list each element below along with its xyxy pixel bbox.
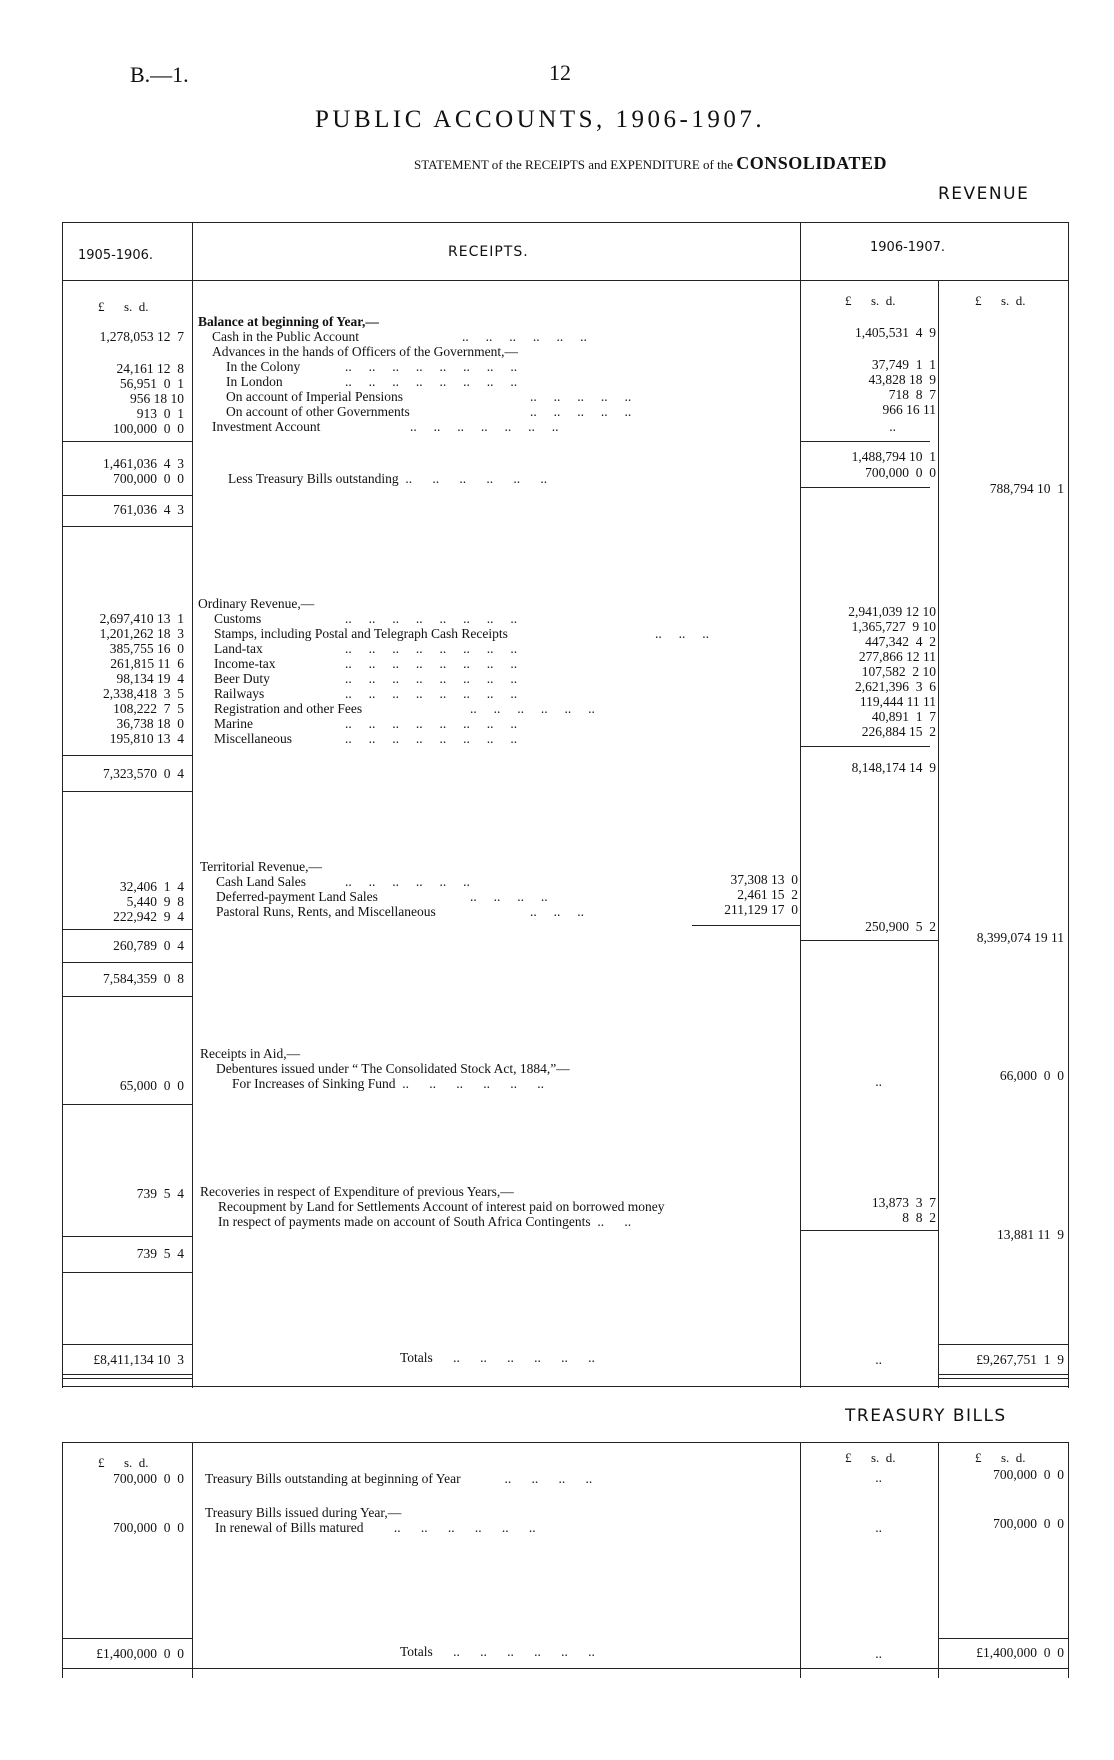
treasury-lsd-total: £ s. d. [975,1450,1026,1465]
list-item: Land-tax [214,641,263,656]
rule [800,1230,938,1231]
treasury-row1-prev: 700,000 0 0 [113,1471,184,1486]
balance-cur-0: 1,405,531 4 9 [855,325,936,340]
frame-right [1068,222,1069,1388]
recoveries-total-cur: 13,881 11 9 [997,1227,1064,1242]
balance-net-prev: 761,036 4 3 [113,502,184,517]
list-item: Income-tax [214,656,276,671]
rule [62,996,192,997]
table-cell: 1,201,262 18 3 [99,626,184,641]
totals-prev: £8,411,134 10 3 [93,1352,184,1367]
page-number: 12 [549,60,571,85]
leader-dots: .. .. .. .. [464,1471,593,1486]
treasury-row1-cur: 700,000 0 0 [993,1467,1064,1482]
less-treasury-text: Less Treasury Bills outstanding [228,471,399,486]
frame-col-cur [800,222,801,1388]
table-cell: 2,941,039 12 10 [848,604,936,619]
leader-dots: .. .. .. .. .. .. .. .. [345,731,518,746]
page-reference: B.—1. [130,62,189,87]
treasury-totals-mid: .. [875,1646,882,1661]
treasury-row2-heading: Treasury Bills issued during Year,— [205,1505,402,1520]
recoveries-heading: Recoveries in respect of Expenditure of previous Years,— [200,1184,514,1199]
territorial-total-cur: 250,900 5 2 [865,919,936,934]
balance-label: In London [226,374,283,389]
table-cell: 36,738 18 0 [116,716,184,731]
double-rule [938,1374,1068,1379]
leader-dots: .. .. .. .. .. [530,389,632,404]
leader-dots: .. .. [594,1214,632,1229]
recoveries-cur-1: 13,873 3 7 [871,1195,936,1210]
list-item: Registration and other Fees [214,701,363,716]
leader-dots: .. .. .. .. .. .. [402,471,548,486]
leader-dots: .. .. .. .. .. .. .. .. [345,611,518,626]
rule [800,441,930,442]
col-receipts: RECEIPTS. [448,244,529,260]
balance-prev-4: 956 18 10 [130,391,184,406]
territorial-prev-2: 222,942 9 4 [113,909,184,924]
treasury-row1-label [205,1471,592,1487]
recoveries-line1: Recoupment by Land for Settlements Account of interest paid on borrowed money [218,1199,665,1214]
territorial-inner-0: 37,308 13 0 [730,872,798,887]
leader-dots: .. .. .. .. .. .. .. .. [345,671,518,686]
leader-dots: .. .. .. .. .. .. [470,701,595,716]
rule [692,925,800,926]
rule [62,441,192,442]
list-item [226,404,410,420]
table-cell: 447,342 4 2 [865,634,936,649]
ordinary-heading: Ordinary Revenue,— [198,596,315,611]
lsd-total: £ s. d. [975,293,1026,308]
list-item: Miscellaneous [214,731,292,746]
treasury-row2-cur: 700,000 0 0 [993,1516,1064,1531]
table-cell: 119,444 11 11 [859,694,936,709]
rule [62,755,192,756]
list-item: Advances in the hands of Officers of the Government,— [212,344,519,359]
leader-dots: .. .. .. .. .. .. .. .. [345,686,518,701]
table-cell: 40,891 1 7 [871,709,936,724]
table-top-rule [62,222,1068,223]
territorial-prev-1: 5,440 9 8 [126,894,184,909]
table-cell: 226,884 15 2 [861,724,936,739]
rule [62,1236,192,1237]
balance-subtotal-prev: 1,461,036 4 3 [103,456,184,471]
table-cell: 277,866 12 11 [858,649,936,664]
statement-bold: CONSOLIDATED [736,153,887,173]
leader-dots: .. .. .. .. .. [530,404,632,419]
treasury-row2-text: In renewal of Bills matured [215,1520,364,1535]
header-bottom-rule [62,280,1068,281]
rule [62,495,192,496]
treasury-totals-cur: £1,400,000 0 0 [976,1645,1064,1660]
leader-dots: .. .. .. .. [470,889,548,904]
treasury-row2-label [215,1520,536,1536]
ordinary-total-prev: 7,323,570 0 4 [103,766,184,781]
lsd-cur: £ s. d. [845,293,896,308]
frame-left [62,222,63,1388]
aid-line2-text: For Increases of Sinking Fund [232,1076,396,1091]
treasury-row1-text: Treasury Bills outstanding at beginning of Year [205,1471,461,1486]
rule [62,1104,192,1105]
section-revenue: REVENUE [938,184,1030,204]
statement-prefix: STATEMENT of the RECEIPTS and EXPENDITURE of the [414,157,733,172]
statement-heading [414,153,887,174]
table-cell: 2,338,418 3 5 [103,686,184,701]
treasury-frame-total [938,1442,939,1678]
rule [938,1638,1068,1639]
totals-mid: .. [875,1352,882,1367]
treasury-row2-mid: .. [875,1520,882,1535]
totals-label [400,1350,595,1366]
treasury-row1-mid: .. [875,1470,882,1485]
leader-dots: .. .. .. .. .. .. .. .. [345,641,518,656]
rule [62,1272,192,1273]
territorial-heading: Territorial Revenue,— [200,859,323,874]
rule [938,1344,1068,1345]
treasury-bottom-rule [62,1668,1068,1669]
balance-prev-0: 1,278,053 12 7 [99,329,184,344]
lsd-prev: £ s. d. [98,299,149,314]
balance-cur-2: 37,749 1 1 [871,357,936,372]
balance-prev-5: 913 0 1 [136,406,184,421]
rule [800,487,930,488]
aid-line2 [232,1076,544,1092]
leader-dots: .. .. .. .. .. .. .. .. [345,716,518,731]
recoveries-total-prev: 739 5 4 [136,1246,184,1261]
balance-label: Cash in the Public Account [212,329,359,344]
list-item: Beer Duty [214,671,270,686]
list-item: Deferred-payment Land Sales [216,889,378,904]
leader-dots: .. .. .. .. .. .. [462,329,587,344]
leader-dots: .. .. .. .. .. .. [345,874,470,889]
balance-subtotal-cur: 1,488,794 10 1 [851,449,936,464]
rule [800,746,930,747]
col-curr-year: 1906-1907. [870,240,945,255]
rule [800,940,938,941]
leader-dots: .. .. .. .. .. .. .. .. [345,374,518,389]
list-item: Marine [214,716,253,731]
list-item: Stamps, including Postal and Telegraph Cash Receipts [214,626,508,641]
list-item: Pastoral Runs, Rents, and Miscellaneous [216,904,436,919]
leader-dots: .. .. .. .. .. .. [436,1350,595,1365]
territorial-inner-2: 211,129 17 0 [724,902,798,917]
leader-dots: .. .. .. .. .. .. .. [410,419,559,434]
list-item: Customs [214,611,262,626]
table-cell: 2,621,396 3 6 [855,679,936,694]
balance-prev-6: 100,000 0 0 [113,421,184,436]
treasury-lsd-cur: £ s. d. [845,1450,896,1465]
treasury-top-rule [62,1442,1068,1443]
recoveries-line2-text: In respect of payments made on account of South Africa Contingents [218,1214,591,1229]
balance-prev-3: 56,951 0 1 [119,376,184,391]
recoveries-line2 [218,1214,631,1230]
list-item [212,329,587,345]
balance-label: In the Colony [226,359,301,374]
table-bottom-rule [62,1386,1068,1387]
treasury-frame-cur [800,1442,801,1678]
balance-label: On account of other Governments [226,404,410,419]
treasury-totals-prev: £1,400,000 0 0 [96,1646,184,1661]
list-item: Railways [214,686,265,701]
territorial-inner-1: 2,461 15 2 [737,887,798,902]
leader-dots: .. .. .. .. .. .. .. .. [345,359,518,374]
balance-heading: Balance at beginning of Year,— [198,314,379,329]
aid-heading: Receipts in Aid,— [200,1046,301,1061]
rule [62,962,192,963]
territorial-total-prev: 260,789 0 4 [113,938,184,953]
aid-line1: Debentures issued under “ The Consolidated Stock Act, 1884,”— [216,1061,570,1076]
rule [62,791,192,792]
table-cell: 1,365,727 9 10 [851,619,936,634]
list-item [212,419,320,435]
ordinary-total-cur: 8,148,174 14 9 [851,760,936,775]
list-item [226,374,283,390]
table-cell: 98,134 19 4 [116,671,184,686]
balance-cur-4: 718 8 7 [888,387,936,402]
rule [62,929,192,930]
leader-dots: .. .. .. .. .. .. .. .. [345,656,518,671]
recoveries-cur-2: 8 8 2 [902,1210,936,1225]
less-treasury-label [228,471,547,487]
double-rule [62,1374,192,1379]
table-cell: 385,755 16 0 [109,641,184,656]
treasury-frame-left [62,1442,63,1678]
list-item: Cash Land Sales [216,874,306,889]
totals-label-text: Totals [400,1350,433,1365]
frame-col-prev [192,222,193,1388]
table-cell: 107,582 2 10 [861,664,936,679]
balance-cur-3: 43,828 18 9 [868,372,936,387]
leader-dots: .. .. .. [655,626,709,641]
leader-dots: .. .. .. .. .. .. [398,1076,544,1091]
balance-label: On account of Imperial Pensions [226,389,403,404]
aid-total-cur: 66,000 0 0 [999,1068,1064,1083]
table-cell: 108,222 7 5 [113,701,184,716]
territorial-grand-cur: 8,399,074 19 11 [976,930,1064,945]
territorial-prev-0: 32,406 1 4 [119,879,184,894]
balance-label: Investment Account [212,419,321,434]
aid-prev: 65,000 0 0 [119,1078,184,1093]
less-treasury-prev: 700,000 0 0 [113,471,184,486]
treasury-frame-prev [192,1442,193,1678]
balance-prev-2: 24,161 12 8 [116,361,184,376]
totals-cur: £9,267,751 1 9 [976,1352,1064,1367]
list-item [226,389,403,405]
balance-cur-6: .. [889,419,896,434]
balance-cur-5: 966 16 11 [882,402,936,417]
rule [62,1638,192,1639]
table-cell: 195,810 13 4 [109,731,184,746]
less-treasury-cur: 700,000 0 0 [865,465,936,480]
treasury-totals-label [400,1644,595,1660]
aid-cur: .. [875,1074,882,1089]
leader-dots: .. .. .. .. .. .. [436,1644,595,1659]
territorial-grand-prev: 7,584,359 0 8 [103,971,184,986]
col-prev-year: 1905-1906. [78,248,153,263]
treasury-totals-text: Totals [400,1644,433,1659]
balance-net-cur: 788,794 10 1 [989,481,1064,496]
rule [62,526,192,527]
rule [62,1344,192,1345]
page-title: PUBLIC ACCOUNTS, 1906-1907. [315,106,766,133]
leader-dots: .. .. .. .. .. .. [366,1520,536,1535]
treasury-frame-right [1068,1442,1069,1678]
table-cell: 261,815 11 6 [110,656,184,671]
section-treasury-bills: TREASURY BILLS [845,1406,1007,1426]
leader-dots: .. .. .. [530,904,584,919]
treasury-row2-prev: 700,000 0 0 [113,1520,184,1535]
table-cell: 2,697,410 13 1 [99,611,184,626]
treasury-lsd-prev: £ s. d. [98,1455,149,1470]
list-item [226,359,300,375]
recoveries-prev: 739 5 4 [136,1186,184,1201]
frame-col-total [938,280,939,1388]
